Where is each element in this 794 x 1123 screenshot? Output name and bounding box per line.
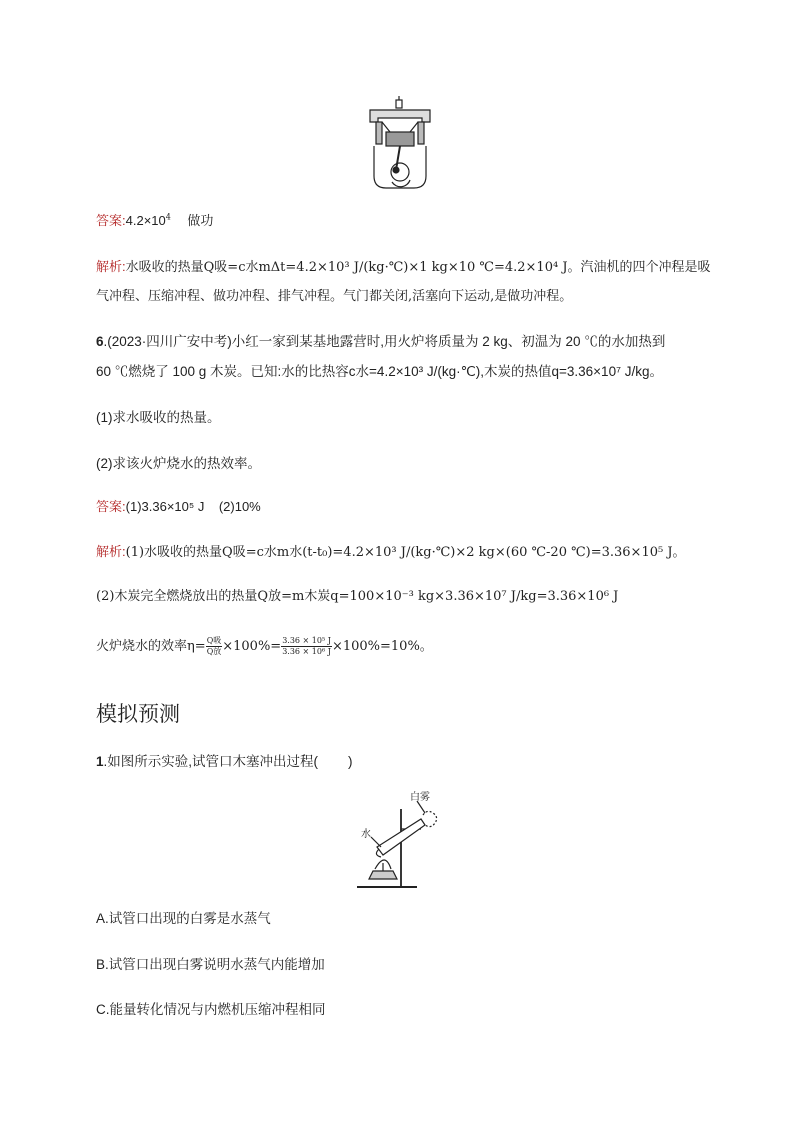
test-tube-experiment-figure xyxy=(355,785,445,891)
analysis-line-1: 解析:水吸收的热量Q吸=c水mΔt=4.2×10³ J/(kg·℃)×1 kg×10 ℃=4.2×10⁴ J。汽油机的四个冲程是吸 xyxy=(96,259,711,275)
answer-line-2: 答案:(1)3.36×10⁵ J (2)10% xyxy=(96,499,261,514)
analysis-label: 解析 xyxy=(96,259,123,274)
question-1-stem: 1.如图所示实验,试管口木塞冲出过程( ) xyxy=(96,754,353,769)
question-6-line-1: 6.(2023·四川广安中考)小红一家到某基地露营时,用火炉将质量为 2 kg、初温为 20 ℃的水加热到 xyxy=(96,334,666,349)
section-title: 模拟预测 xyxy=(96,702,180,726)
analysis-2-line-1: 解析:(1)水吸收的热量Q吸=c水m水(t-t₀)=4.2×10³ J/(kg·℃)×2 kg×(60 ℃-20 ℃)=3.36×10⁵ J。 xyxy=(96,544,686,560)
question-6-line-2: 60 ℃燃烧了 100 g 木炭。已知:水的比热容c水=4.2×10³ J/(kg·℃),木炭的热值q=3.36×10⁷ J/kg。 xyxy=(96,364,663,379)
answer-text: 做功 xyxy=(187,213,214,228)
analysis-text: 水吸收的热量Q吸=c水mΔt=4.2×10³ J/(kg·℃)×1 kg×10 ℃=4.2×10⁴ J。汽油机的四个冲程是吸 xyxy=(125,260,711,275)
question-6-sub-1: (1)求水吸收的热量。 xyxy=(96,410,221,425)
question-6-sub-2: (2)求该火炉烧水的热效率。 xyxy=(96,456,261,471)
answer-value-2: (1)3.36×10⁵ J (2)10% xyxy=(125,499,261,514)
engine-cylinder-diagram xyxy=(360,96,440,192)
analysis-line-2: 气冲程、压缩冲程、做功冲程、排气冲程。气门都关闭,活塞向下运动,是做功冲程。 xyxy=(96,289,573,304)
question-1-number: 1 xyxy=(96,754,104,769)
label-white-fog: 白雾 xyxy=(410,792,430,803)
efficiency-fraction-symbolic: $\frac{\text{Q吸}}{\text{Q放}}$ xyxy=(206,636,222,656)
question-number: 6 xyxy=(96,334,104,349)
analysis-label-2: 解析 xyxy=(96,544,123,559)
option-a[interactable]: A.试管口出现的白雾是水蒸气 xyxy=(96,911,271,926)
answer-value: $4.2\times 10^4$ xyxy=(125,212,171,228)
analysis-2-line-2: (2)木炭完全燃烧放出的热量Q放=m木炭q=100×10⁻³ kg×3.36×10⁷ J/kg=3.36×10⁶ J xyxy=(96,589,619,604)
analysis-2-line-3: 火炉烧水的效率η= $\frac{\text{Q吸}}{\text{Q放}}$ ×100%= $\frac{\text{3.36 × 10⁵ J}}{\text{3.36 × 10⁶ J}}$ ×100%=10%。 xyxy=(96,636,433,656)
option-b[interactable]: B.试管口出现白雾说明水蒸气内能增加 xyxy=(96,957,325,972)
efficiency-fraction-numeric: $\frac{\text{3.36 × 10⁵ J}}{\text{3.36 × 10⁶ J}}$ xyxy=(282,636,331,656)
label-water: 水 xyxy=(361,829,371,840)
option-c[interactable]: C.能量转化情况与内燃机压缩冲程相同 xyxy=(96,1002,326,1017)
answer-line-1: 答案$:4.2\times 10^4$ 做功 xyxy=(96,212,214,228)
answer-label-2: 答案 xyxy=(96,499,123,514)
answer-label: 答案 xyxy=(96,213,123,228)
